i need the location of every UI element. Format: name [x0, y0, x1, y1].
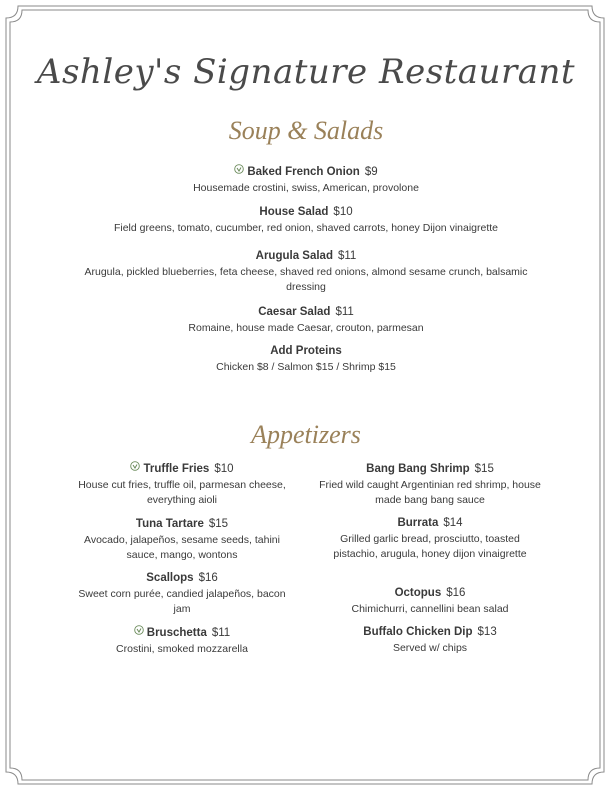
item-description: Housemade crostini, swiss, American, provolone	[193, 182, 419, 195]
item-name: Bruschetta	[146, 627, 207, 640]
item-price: $10	[214, 463, 234, 476]
item-description: Arugula, pickled blueberries, feta cheese, shaved red onions, almond sesame crunch, balsamic dressing	[84, 266, 528, 293]
vegetarian-icon	[134, 624, 144, 640]
item-price: $16	[198, 572, 218, 584]
item-name: Buffalo Chicken Dip	[363, 626, 473, 638]
item-description: Grilled garlic bread, prosciutto, toasted pistachio, arugula, honey dijon vinaigrette	[333, 533, 527, 560]
item-price: $14	[443, 517, 463, 529]
item-price: $11	[211, 627, 231, 640]
item-name: Octopus	[394, 587, 442, 599]
item-name: Baked French Onion	[247, 166, 360, 179]
item-price: $10	[333, 206, 353, 218]
section-heading-soup-salads: Soup & Salads	[228, 116, 384, 145]
menu-item-octopus	[318, 585, 542, 617]
item-description: Sweet corn purée, candied jalapeños, bacon jam	[78, 588, 286, 615]
menu-item-house-salad	[60, 204, 552, 236]
item-price: $15	[474, 463, 494, 475]
item-description: Romaine, house made Caesar, crouton, parmesan	[188, 322, 424, 334]
item-name: Caesar Salad	[258, 306, 331, 318]
restaurant-title: Ashley's Signature Restaurant	[36, 52, 576, 92]
item-description: Fried wild caught Argentinian red shrimp, house made bang bang sauce	[319, 479, 541, 506]
item-price: $11	[335, 306, 354, 318]
item-description: Served w/ chips	[392, 642, 468, 654]
menu-item-caesar-salad	[60, 304, 552, 336]
item-description: Chimichurri, cannellini bean salad	[351, 603, 509, 615]
item-price: $16	[446, 587, 466, 599]
item-description: Chicken $8 / Salmon $15 / Shrimp $15	[216, 361, 396, 373]
menu-item-baked-french-onion	[60, 164, 552, 196]
item-name: Add Proteins	[270, 345, 342, 357]
item-price: $9	[364, 166, 378, 179]
item-description: House cut fries, truffle oil, parmesan cheese, everything aioli	[78, 479, 286, 507]
item-name: Bang Bang Shrimp	[366, 463, 470, 475]
menu-item-buffalo-chicken-dip	[318, 624, 542, 656]
item-name: Tuna Tartare	[135, 518, 204, 530]
item-name: Arugula Salad	[255, 250, 333, 262]
menu-item-tuna-tartare	[72, 516, 292, 563]
vegetarian-icon	[130, 460, 140, 476]
vegetarian-icon	[234, 163, 244, 179]
item-price: $11	[337, 250, 357, 262]
item-name: Burrata	[397, 517, 439, 529]
section-heading-appetizers: Appetizers	[251, 420, 361, 449]
menu-item-bruschetta	[72, 625, 292, 657]
item-price: $15	[208, 518, 229, 530]
item-name: House Salad	[259, 206, 329, 218]
item-price: $13	[477, 626, 497, 638]
item-description: Avocado, jalapeños, sesame seeds, tahini sauce, mango, wontons	[84, 534, 280, 561]
menu-item-scallops	[72, 570, 292, 617]
menu-item-arugula-salad	[80, 248, 532, 295]
menu-item-truffle-fries	[72, 461, 292, 508]
item-name: Truffle Fries	[143, 463, 210, 476]
item-description: Crostini, smoked mozzarella	[116, 643, 248, 656]
menu-item-bang-bang-shrimp	[318, 461, 542, 508]
menu-item-add-proteins	[60, 343, 552, 375]
item-name: Scallops	[146, 572, 194, 584]
item-description: Field greens, tomato, cucumber, red onion, shaved carrots, honey Dijon vinaigrette	[113, 222, 499, 234]
menu-item-burrata	[318, 515, 542, 562]
